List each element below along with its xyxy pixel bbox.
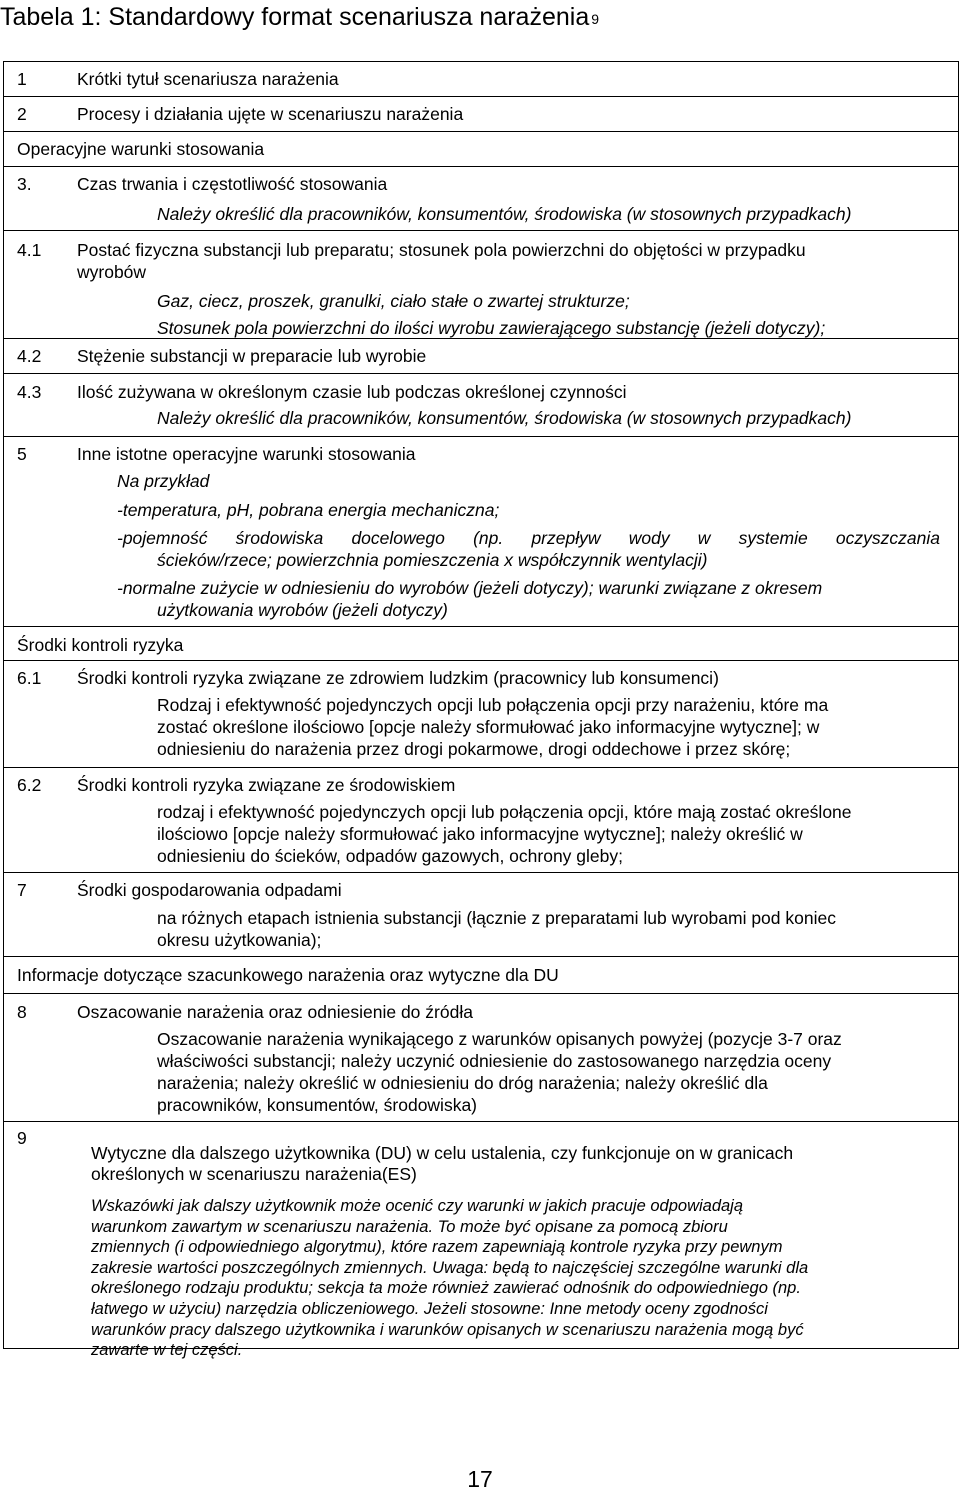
row-label-line1: Postać fizyczna substancji lub preparatu; stosunek pola powierzchni do objętości w przypadku [77,240,806,260]
row-number: 5 [17,444,27,464]
table-row [4,374,959,437]
guidance-line: Wskazówki jak dalszy użytkownik może ocenić czy warunki w jakich pracuje odpowiadają [91,1197,744,1215]
row-label: Czas trwania i częstotliwość stosowania [77,174,388,194]
table-row [4,231,959,339]
section-heading-operational: Operacyjne warunki stosowania [17,139,265,159]
guidance-line: zawarte w tej części. [91,1341,243,1360]
row-number: 2 [17,104,27,124]
row-label-line2: wyrobów [77,262,147,282]
row-note-line: odniesieniu do narażenia przez drogi pokarmowe, drogi oddechowe i przez skórę; [157,739,791,759]
example-item-line2: ścieków/rzece; powierzchnia pomieszczenia x współczynnik wentylacji) [157,550,708,570]
row-number: 6.2 [17,775,42,795]
row-note-line: na różnych etapach istnienia substancji (łącznie z preparatami lub wyrobami pod koniec [157,908,836,928]
example-item-line2: użytkowania wyrobów (jeżeli dotyczy) [157,600,448,620]
row-note-line: rodzaj i efektywność pojedynczych opcji lub połączenia opcji, które mają zostać określone [157,802,852,822]
row-note-line: pracowników, konsumentów, środowiska) [157,1095,478,1115]
page-number: 17 [467,1466,493,1492]
guidance-line: warunków pracy dalszego użytkownika i warunków opisanych w scenariuszu narażenia mogą być [91,1320,804,1339]
row-note-line: ilościowo [opcje należy sformułować jako informacyjne wytyczne]; należy określić w [157,824,803,844]
row-number: 4.1 [17,240,42,260]
row-number: 6.1 [17,668,42,688]
row-note: Należy określić dla pracowników, konsumentów, środowiska (w stosownych przypadkach) [157,204,852,224]
row-note: Stosunek pola powierzchni do ilości wyrobu zawierającego substancję (jeżeli dotyczy); [157,318,826,338]
section-row [4,132,959,167]
example-item-line1: -normalne zużycie w odniesieniu do wyrobów (jeżeli dotyczy); warunki związane z okresem [117,578,823,598]
row-label: Krótki tytuł scenariusza narażenia [77,69,339,89]
guidance-line: zakresie wartości poszczególnych zmiennych. Uwaga: będą to najczęściej szczególne warunki dla [91,1258,809,1277]
row-number: 9 [17,1128,27,1148]
table-row [4,1122,959,1349]
row-label: Oszacowanie narażenia oraz odniesienie do źródła [77,1002,473,1022]
row-note-line: okresu użytkowania); [157,930,322,950]
table-row [4,661,959,768]
example-item-line1: -pojemność środowiska docelowego (np. przepływ wody w systemie oczyszczania [117,528,940,548]
row-label: Środki kontroli ryzyka związane ze środowiskiem [77,775,456,795]
table-title-text: Tabela 1: Standardowy format scenariusza narażenia [0,3,590,31]
row-label: Inne istotne operacyjne warunki stosowania [77,444,416,464]
row-note-line: właściwości substancji; należy uczynić odniesienie do zastosowanego narzędzia oceny [157,1051,832,1071]
row-number: 3. [17,174,32,194]
row-label: Stężenie substancji w preparacie lub wyrobie [77,346,427,366]
title-footnote-ref: 9 [591,11,600,27]
exposure-scenario-table [3,61,959,1360]
row-number: 4.3 [17,382,42,402]
row-label-line2: określonych w scenariuszu narażenia(ES) [91,1164,417,1184]
row-number: 8 [17,1002,27,1022]
table-row [4,62,959,97]
row-label-line1: Wytyczne dla dalszego użytkownika (DU) w celu ustalenia, czy funkcjonuje on w granicach [91,1143,794,1163]
section-row [4,627,959,661]
guidance-line: zmiennych (i odpowiedniego algorytmu), które razem zapewniają kontrole ryzyka przy pewnym [91,1238,783,1257]
table-row [4,768,959,873]
section-row [4,957,959,994]
row-label: Środki gospodarowania odpadami [77,880,342,900]
row-label: Środki kontroli ryzyka związane ze zdrowiem ludzkim (pracownicy lub konsumenci) [77,668,719,688]
row-note: Należy określić dla pracowników, konsumentów, środowiska (w stosownych przypadkach) [157,408,852,428]
row-note-line: Rodzaj i efektywność pojedynczych opcji lub połączenia opcji przy narażeniu, które ma [157,695,829,715]
table-row [4,437,959,627]
row-number: 1 [17,69,27,89]
row-note-line: narażenia; należy określić w odniesieniu do dróg narażenia; należy określić dla [157,1073,768,1093]
example-item [117,577,940,621]
row-note-line: zostać określone ilościowo [opcje należy sformułować jako informacyjne wytyczne]; w [157,717,820,737]
section-heading-risk: Środki kontroli ryzyka [17,635,184,655]
row-number: 7 [17,880,27,900]
row-note-line: odniesieniu do ścieków, odpadów gazowych, ochrony gleby; [157,846,623,866]
table-row [4,873,959,957]
example-heading: Na przykład [117,471,210,491]
row-note: Gaz, ciecz, proszek, granulki, ciało stałe o zwartej strukturze; [157,291,630,311]
row-label: Procesy i działania ujęte w scenariuszu narażenia [77,104,464,124]
table-row [4,167,959,231]
example-item [117,527,940,571]
table-row [4,339,959,374]
guidance-line: łatwego w użyciu) narzędzia obliczeniowego. Jeżeli stosowne: Inne metody oceny zgodności [91,1300,768,1318]
table-row [4,994,959,1122]
table-row [4,97,959,132]
example-item: -temperatura, pH, pobrana energia mechaniczna; [117,500,500,520]
guidance-line: określonego rodzaju produktu; sekcja ta może również zawierać odnośnik do odpowiedniego (np. [91,1279,801,1298]
row-note-line: Oszacowanie narażenia wynikającego z warunków opisanych powyżej (pozycje 3-7 oraz [157,1029,842,1049]
row-number: 4.2 [17,346,42,366]
row-label: Ilość zużywana w określonym czasie lub podczas określonej czynności [77,382,627,402]
guidance-line: warunkom zawartym w scenariuszu narażenia. To może być opisane za pomocą zbioru [91,1217,728,1236]
section-heading-info: Informacje dotyczące szacunkowego narażenia oraz wytyczne dla DU [17,965,559,985]
table-title [0,0,599,34]
